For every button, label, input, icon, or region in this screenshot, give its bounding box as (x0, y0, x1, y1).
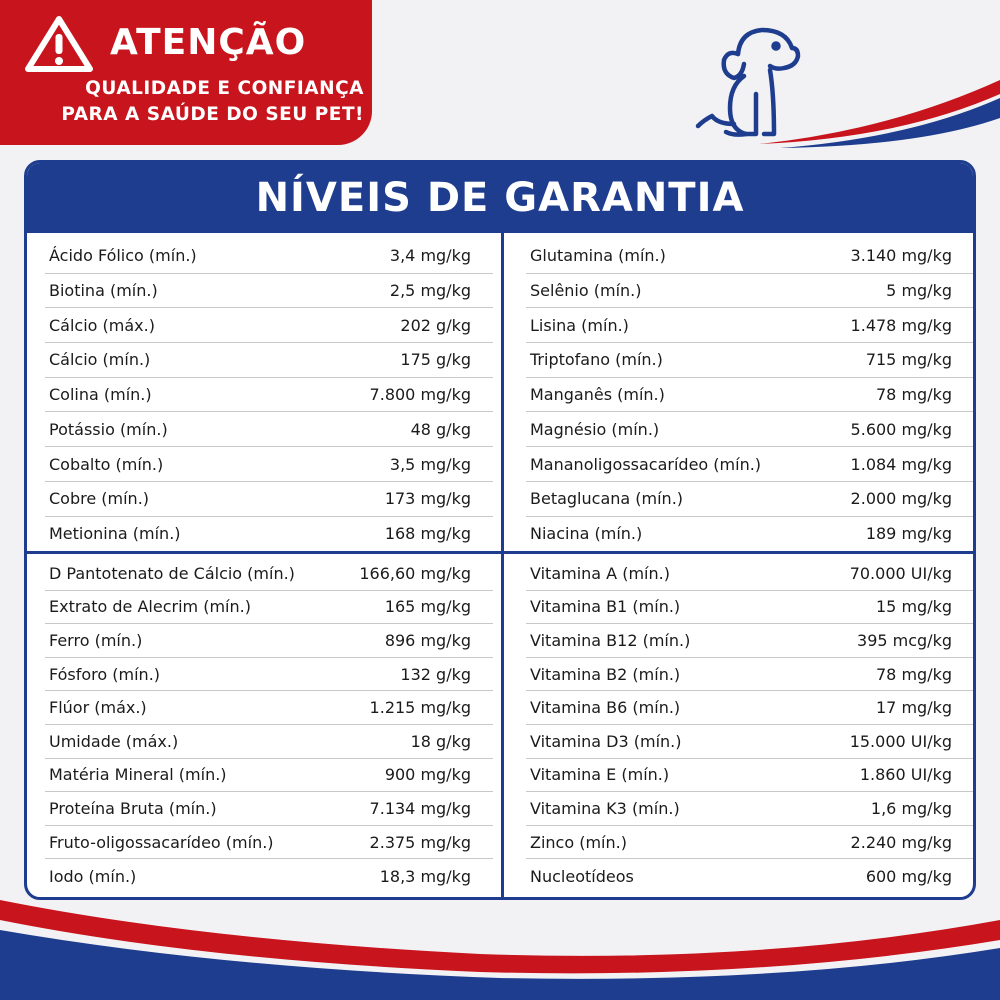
nutrient-name: Vitamina K3 (mín.) (530, 798, 680, 818)
nutrient-name: Iodo (mín.) (49, 866, 137, 886)
nutrient-value: 132 g/kg (400, 664, 471, 684)
nutrient-value: 202 g/kg (400, 315, 471, 335)
nutrient-row (526, 691, 974, 725)
nutrient-name: Fruto-oligossacarídeo (mín.) (49, 832, 274, 852)
nutrient-name: Selênio (mín.) (530, 281, 642, 301)
nutrient-row (526, 725, 974, 759)
guarantee-levels-panel (24, 160, 976, 900)
nutrient-name: Zinco (mín.) (530, 832, 627, 852)
nutrient-value: 1,6 mg/kg (870, 798, 952, 818)
nutrient-row (45, 308, 493, 343)
nutrient-name: Lisina (mín.) (530, 315, 629, 335)
nutrient-row (526, 517, 974, 552)
nutrient-name: Nucleotídeos (530, 866, 634, 886)
nutrient-value: 7.134 mg/kg (369, 798, 471, 818)
nutrient-value: 7.800 mg/kg (369, 385, 471, 405)
nutrient-name: Ferro (mín.) (49, 630, 143, 650)
nutrient-row (45, 859, 493, 893)
nutrient-value: 2.000 mg/kg (850, 489, 952, 509)
nutrient-name: Cobre (mín.) (49, 489, 150, 509)
nutrient-name: D Pantotenato de Cálcio (mín.) (49, 563, 295, 583)
banner-subtitle (24, 76, 364, 128)
nutrient-value: 3,4 mg/kg (389, 246, 471, 266)
nutrient-name: Potássio (mín.) (49, 419, 168, 439)
nutrient-name: Vitamina E (mín.) (530, 765, 670, 785)
nutrients-grid (27, 233, 973, 900)
nutrient-value: 896 mg/kg (384, 630, 471, 650)
nutrient-name: Ácido Fólico (mín.) (49, 246, 197, 266)
nutrient-value: 175 g/kg (400, 350, 471, 370)
nutrient-value: 3,5 mg/kg (389, 454, 471, 474)
nutrient-name: Colina (mín.) (49, 385, 152, 405)
nutrient-name: Betaglucana (mín.) (530, 489, 684, 509)
banner-subtitle-line1: QUALIDADE E CONFIANÇA (85, 78, 364, 99)
nutrient-value: 18,3 mg/kg (379, 866, 471, 886)
nutrient-row (526, 859, 974, 893)
nutrient-value: 5 mg/kg (886, 281, 952, 301)
nutrient-row (526, 239, 974, 274)
nutrient-value: 1.860 UI/kg (859, 765, 952, 785)
nutrient-row (526, 413, 974, 448)
nutrient-row (45, 517, 493, 552)
column-divider (501, 233, 504, 900)
nutrient-name: Cálcio (mín.) (49, 350, 151, 370)
nutrient-row (45, 591, 493, 625)
nutrient-row (526, 557, 974, 591)
nutrient-name: Umidade (máx.) (49, 731, 179, 751)
nutrient-name: Vitamina B12 (mín.) (530, 630, 691, 650)
nutrient-value: 1.215 mg/kg (369, 698, 471, 718)
nutrient-value: 173 mg/kg (384, 489, 471, 509)
nutrient-row (45, 239, 493, 274)
nutrient-row (526, 624, 974, 658)
nutrient-row (45, 482, 493, 517)
nutrient-row (45, 759, 493, 793)
nutrient-row (526, 274, 974, 309)
nutrient-value: 168 mg/kg (384, 524, 471, 544)
nutrient-row (526, 343, 974, 378)
nutrient-row (526, 591, 974, 625)
nutrient-value: 17 mg/kg (876, 698, 952, 718)
nutrient-name: Vitamina B2 (mín.) (530, 664, 681, 684)
nutrient-value: 166,60 mg/kg (359, 563, 471, 583)
nutrient-row (45, 792, 493, 826)
nutrient-name: Glutamina (mín.) (530, 246, 666, 266)
nutrient-value: 165 mg/kg (384, 597, 471, 617)
section-divider (27, 551, 973, 554)
nutrient-value: 2,5 mg/kg (389, 281, 471, 301)
nutrient-name: Flúor (máx.) (49, 698, 147, 718)
attention-banner (0, 0, 372, 145)
nutrient-value: 395 mcg/kg (857, 630, 952, 650)
nutrient-name: Vitamina B1 (mín.) (530, 597, 681, 617)
nutrient-name: Manganês (mín.) (530, 385, 665, 405)
nutrient-row (45, 343, 493, 378)
nutrient-value: 2.375 mg/kg (369, 832, 471, 852)
nutrient-value: 15 mg/kg (876, 597, 952, 617)
nutrient-value: 48 g/kg (410, 419, 471, 439)
nutrient-value: 2.240 mg/kg (850, 832, 952, 852)
nutrient-value: 18 g/kg (410, 731, 471, 751)
nutrient-row (526, 658, 974, 692)
nutrient-name: Vitamina B6 (mín.) (530, 698, 681, 718)
nutrient-value: 3.140 mg/kg (850, 246, 952, 266)
nutrient-value: 15.000 UI/kg (849, 731, 952, 751)
nutrient-value: 5.600 mg/kg (850, 419, 952, 439)
nutrient-row (526, 482, 974, 517)
puppy-icon (690, 24, 805, 142)
nutrient-name: Niacina (mín.) (530, 524, 643, 544)
panel-title: NÍVEIS DE GARANTIA (27, 163, 973, 233)
nutrient-value: 1.084 mg/kg (850, 454, 952, 474)
nutrient-name: Cobalto (mín.) (49, 454, 164, 474)
nutrient-row (45, 378, 493, 413)
nutrient-row (45, 557, 493, 591)
nutrient-row (45, 826, 493, 860)
nutrient-row (526, 447, 974, 482)
nutrient-value: 900 mg/kg (384, 765, 471, 785)
nutrient-row (45, 691, 493, 725)
nutrient-row (45, 624, 493, 658)
nutrient-value: 600 mg/kg (865, 866, 952, 886)
nutrient-name: Metionina (mín.) (49, 524, 181, 544)
nutrient-row (526, 308, 974, 343)
nutrient-value: 189 mg/kg (865, 524, 952, 544)
nutrient-name: Fósforo (mín.) (49, 664, 161, 684)
nutrient-row (45, 447, 493, 482)
nutrient-value: 1.478 mg/kg (850, 315, 952, 335)
nutrient-name: Extrato de Alecrim (mín.) (49, 597, 251, 617)
nutrient-row (45, 413, 493, 448)
nutrient-name: Cálcio (máx.) (49, 315, 155, 335)
nutrient-name: Magnésio (mín.) (530, 419, 660, 439)
nutrient-name: Matéria Mineral (mín.) (49, 765, 227, 785)
banner-subtitle-line2: PARA A SAÚDE DO SEU PET! (61, 104, 364, 125)
nutrient-value: 78 mg/kg (876, 385, 952, 405)
banner-title: ATENÇÃO (110, 22, 307, 63)
nutrient-name: Vitamina A (mín.) (530, 563, 670, 583)
nutrient-name: Triptofano (mín.) (530, 350, 663, 370)
nutrient-row (526, 378, 974, 413)
nutrient-name: Mananoligossacarídeo (mín.) (530, 454, 762, 474)
nutrient-name: Biotina (mín.) (49, 281, 158, 301)
nutrient-value: 78 mg/kg (876, 664, 952, 684)
nutrient-row (526, 826, 974, 860)
nutrient-row (526, 792, 974, 826)
nutrient-row (45, 274, 493, 309)
nutrient-value: 70.000 UI/kg (849, 563, 952, 583)
nutrient-name: Vitamina D3 (mín.) (530, 731, 682, 751)
nutrient-row (45, 658, 493, 692)
warning-triangle-icon (24, 15, 94, 73)
nutrient-row (526, 759, 974, 793)
nutrient-value: 715 mg/kg (865, 350, 952, 370)
nutrient-name: Proteína Bruta (mín.) (49, 798, 217, 818)
nutrient-row (45, 725, 493, 759)
